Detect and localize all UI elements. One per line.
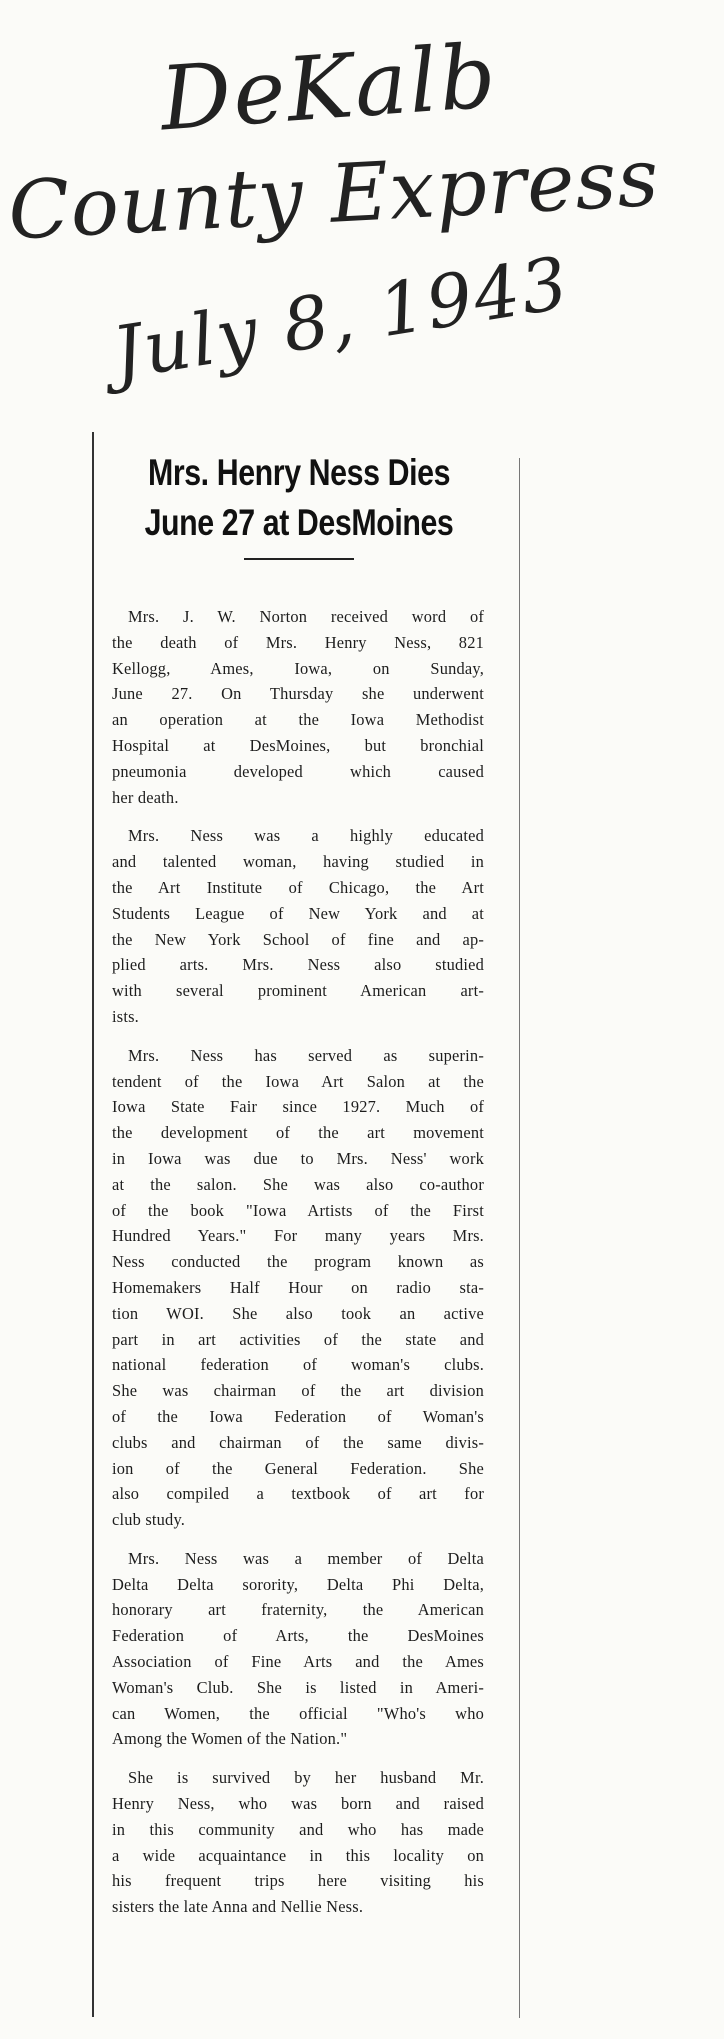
article-line: can Women, the official "Who's who	[112, 1703, 484, 1723]
article-line: his frequent trips here visiting his	[112, 1871, 484, 1891]
article-line: Homemakers Half Hour on radio sta-	[112, 1277, 484, 1297]
article-line: an operation at the Iowa Methodist	[112, 710, 484, 730]
handwritten-newspaper-county: County Express	[5, 130, 662, 258]
article-line: a wide acquaintance in this locality on	[112, 1845, 484, 1865]
article-line: Iowa State Fair since 1927. Much of	[112, 1097, 484, 1117]
paragraph-2	[94, 823, 484, 1029]
article-line: the Art Institute of Chicago, the Art	[112, 877, 484, 897]
article-line: part in art activities of the state and	[112, 1329, 484, 1349]
article-line: Federation of Arts, the DesMoines	[112, 1626, 484, 1646]
headline-line-2: June 27 at DesMoines	[144, 502, 454, 543]
article-line: clubs and chairman of the same divis-	[112, 1432, 484, 1452]
article-line: in Iowa was due to Mrs. Ness' work	[112, 1148, 484, 1168]
article-line: Among the Women of the Nation."	[112, 1729, 348, 1749]
article-line: Woman's Club. She is listed in Ameri-	[112, 1677, 484, 1697]
article-line: Association of Fine Arts and the Ames	[112, 1652, 484, 1672]
article-line: of the Iowa Federation of Woman's	[112, 1406, 484, 1426]
article-line: Mrs. J. W. Norton received word of	[128, 607, 484, 626]
article-line: national federation of woman's clubs.	[112, 1355, 484, 1375]
newspaper-clipping	[92, 432, 504, 2017]
article-line: Mrs. Ness was a highly educated	[128, 826, 484, 846]
paragraph-5	[94, 1765, 484, 1920]
article-line: and talented woman, having studied in	[112, 852, 484, 872]
paragraph-1	[94, 604, 484, 810]
handwritten-newspaper-name: DeKalb	[157, 24, 501, 151]
article-line: with several prominent American art-	[112, 981, 484, 1001]
article-line: her death.	[112, 787, 179, 807]
article-line: of the book "Iowa Artists of the First	[112, 1200, 484, 1220]
headline-divider	[244, 558, 354, 560]
article-line: Mrs. Ness has served as superin-	[128, 1045, 484, 1065]
article-line: June 27. On Thursday she underwent	[112, 684, 484, 704]
article-line: the development of the art movement	[112, 1123, 484, 1143]
article-line: Mrs. Ness was a member of Delta	[128, 1548, 484, 1568]
article-line: Hospital at DesMoines, but bronchial	[112, 735, 484, 755]
article-line: Kellogg, Ames, Iowa, on Sunday,	[112, 658, 484, 678]
article-line: the New York School of fine and ap-	[112, 929, 484, 949]
article-line: Delta Delta sorority, Delta Phi Delta,	[112, 1574, 484, 1594]
article-line: tendent of the Iowa Art Salon at the	[112, 1071, 484, 1091]
article-line: She is survived by her husband Mr.	[128, 1768, 484, 1788]
article-line: Students League of New York and at	[112, 903, 484, 923]
paragraph-4	[94, 1546, 484, 1752]
article-line: honorary art fraternity, the American	[112, 1600, 484, 1620]
article-line: pneumonia developed which caused	[112, 761, 484, 781]
column-rule	[519, 458, 520, 2018]
paragraph-3	[94, 1043, 484, 1533]
article-line: She was chairman of the art division	[112, 1381, 484, 1401]
article-line: ion of the General Federation. She	[112, 1458, 484, 1478]
article-line: tion WOI. She also took an active	[112, 1303, 484, 1323]
article-line: sisters the late Anna and Nellie Ness.	[112, 1897, 364, 1917]
headline	[106, 448, 491, 548]
article-line: ists.	[112, 1006, 139, 1026]
handwritten-date: July 8, 1943	[106, 240, 575, 396]
article-line: Hundred Years." For many years Mrs.	[112, 1226, 484, 1246]
article-line: club study.	[112, 1510, 186, 1530]
article-line: Henry Ness, who was born and raised	[112, 1794, 484, 1814]
headline-line-1: Mrs. Henry Ness Dies	[147, 452, 451, 493]
article-line: Ness conducted the program known as	[112, 1252, 484, 1272]
article-line: in this community and who has made	[112, 1819, 484, 1839]
article-line: plied arts. Mrs. Ness also studied	[112, 955, 484, 975]
article-line: also compiled a textbook of art for	[112, 1484, 484, 1504]
article-line: the death of Mrs. Henry Ness, 821	[112, 632, 484, 652]
article-line: at the salon. She was also co-author	[112, 1174, 484, 1194]
